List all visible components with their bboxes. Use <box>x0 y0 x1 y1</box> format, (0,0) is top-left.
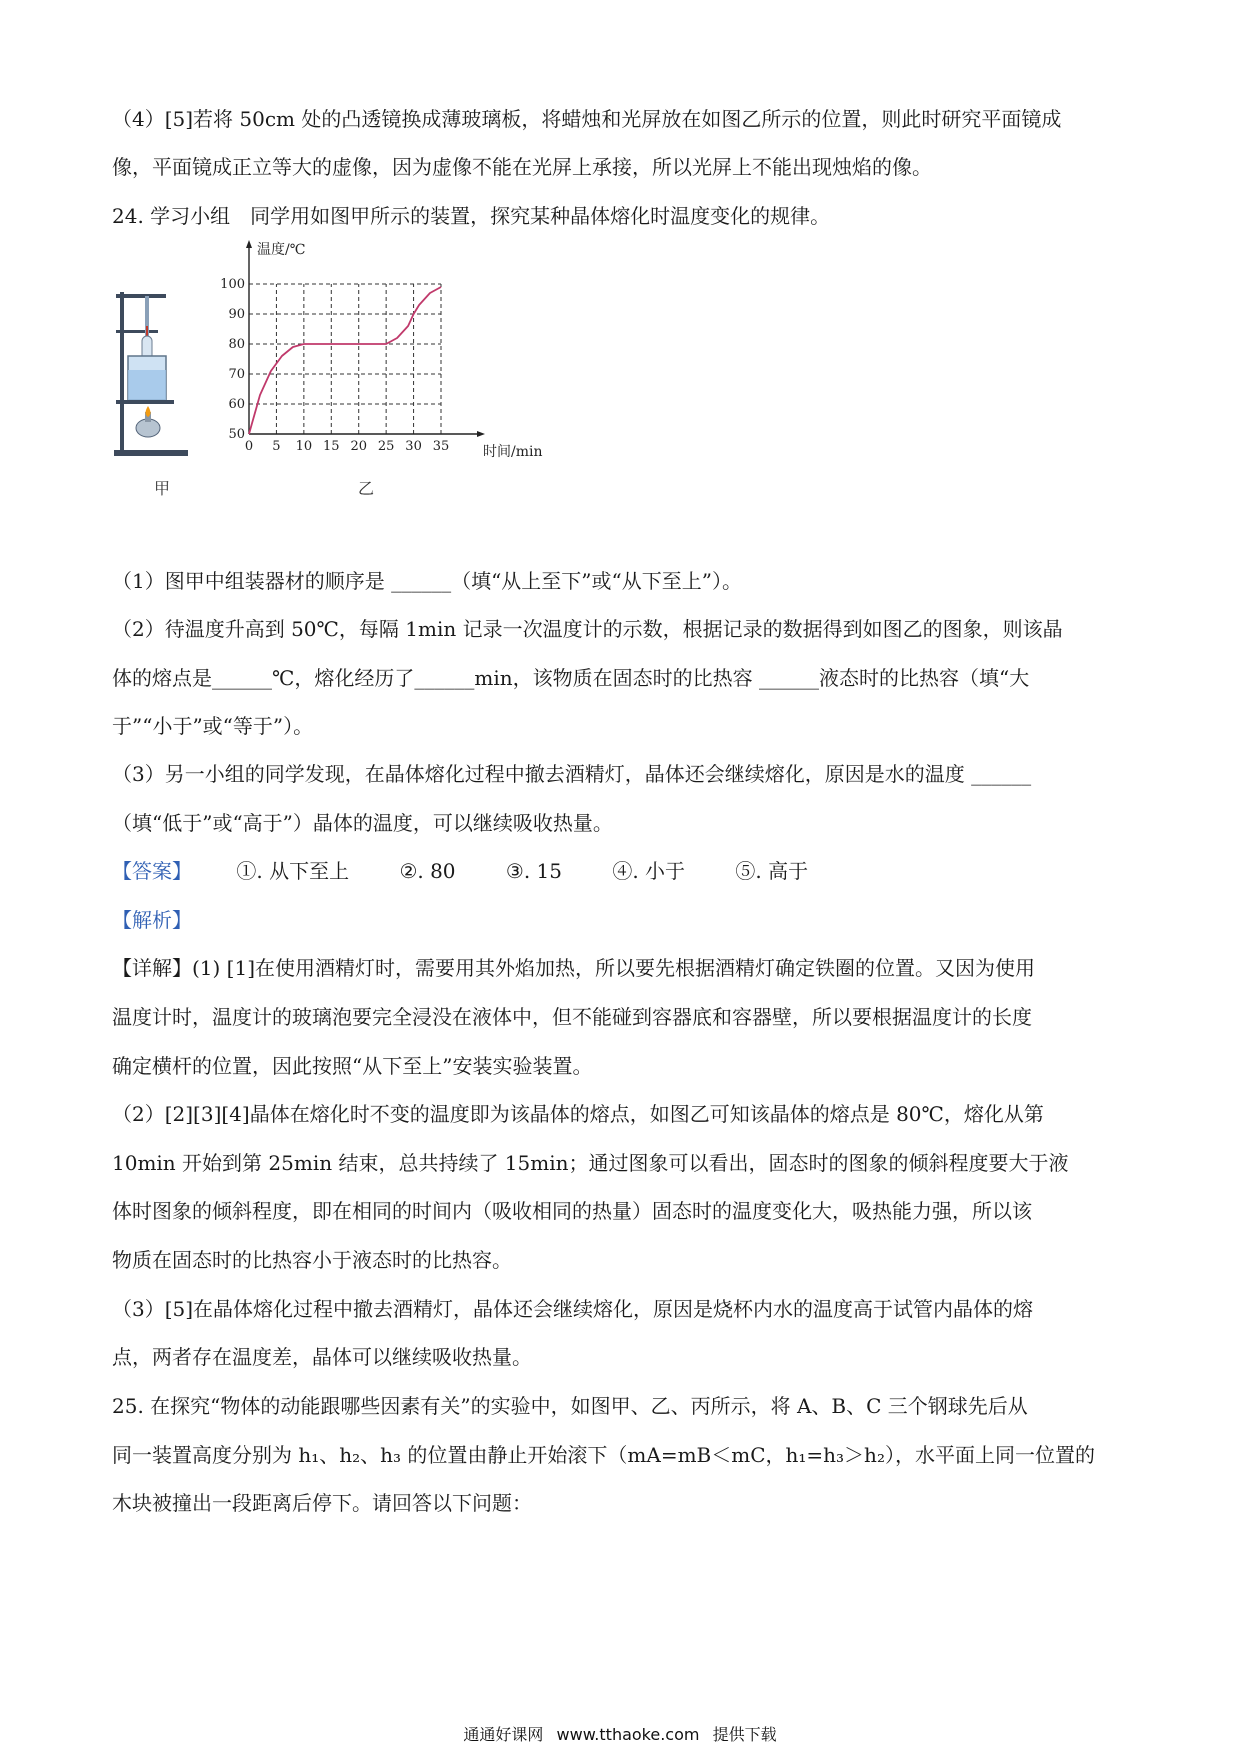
x-axis-arrow <box>477 431 485 437</box>
footer-site: 通通好课网 <box>463 1725 544 1744</box>
answer-row <box>112 857 808 885</box>
question-part-3b: （填“低于”或“高于”）晶体的温度，可以继续吸收热量。 <box>112 811 613 835</box>
x-tick-label: 35 <box>432 439 450 454</box>
y-tick-label: 50 <box>228 427 245 442</box>
answer-tag: 【答案】 <box>112 859 192 883</box>
footer-url[interactable]: www.tthaoke.com <box>556 1725 700 1744</box>
y-tick-label: 60 <box>228 397 245 412</box>
y-tick-label: 100 <box>220 277 245 292</box>
x-tick-label: 10 <box>295 439 313 454</box>
question-25-line-3: 木块被撞出一段距离后停下。请回答以下问题： <box>112 1491 532 1515</box>
question-part-2a: （2）待温度升高到 50℃，每隔 1min 记录一次温度计的示数，根据记录的数据得到如图乙的图象，则该晶 <box>112 617 1063 641</box>
explain-line-3: 确定横杆的位置，因此按照“从下至上”安装实验装置。 <box>112 1054 593 1078</box>
answer-item-5: ⑤. 高于 <box>735 859 809 883</box>
explain-line-7: 物质在固态时的比热容小于液态时的比热容。 <box>112 1248 512 1272</box>
question-25-line-2: 同一装置高度分别为 h₁、h₂、h₃ 的位置由静止开始滚下（mA=mB＜mC，h₁=h₃＞h₂），水平面上同一位置的 <box>112 1443 1095 1467</box>
explain-line-8: （3）[5]在晶体熔化过程中撤去酒精灯，晶体还会继续熔化，原因是烧杯内水的温度高于试管内晶体的熔 <box>112 1297 1034 1321</box>
x-axis-label: 时间/min <box>483 444 543 460</box>
explain-line-2: 温度计时，温度计的玻璃泡要完全浸没在液体中，但不能碰到容器底和容器壁，所以要根据温度计的长度 <box>112 1005 1032 1029</box>
text-line-1: （4）[5]若将 50cm 处的凸透镜换成薄玻璃板，将蜡烛和光屏放在如图乙所示的位置，则此时研究平面镜成 <box>112 107 1062 131</box>
explain-line-6: 体时图象的倾斜程度，即在相同的时间内（吸收相同的热量）固态时的温度变化大，吸热能力强，所以该 <box>112 1199 1032 1223</box>
figure-label-jia: 甲 <box>154 479 171 498</box>
answer-item-1: ①. 从下至上 <box>236 859 350 883</box>
explain-line-4: （2）[2][3][4]晶体在熔化时不变的温度即为该晶体的熔点，如图乙可知该晶体的熔点是 80℃，熔化从第 <box>112 1102 1044 1126</box>
question-24-stem: 24. 学习小组 同学用如图甲所示的装置，探究某种晶体熔化时温度变化的规律。 <box>112 204 831 228</box>
answer-item-2: ②. 80 <box>399 859 456 883</box>
page-footer <box>0 1722 1240 1745</box>
x-tick-label: 20 <box>350 439 367 454</box>
y-axis-label: 温度/℃ <box>257 242 306 258</box>
y-axis-arrow <box>246 240 252 248</box>
y-tick-label: 80 <box>228 337 245 352</box>
temperature-time-chart <box>215 238 543 460</box>
answer-item-3: ③. 15 <box>505 859 562 883</box>
y-tick-label: 70 <box>228 367 245 382</box>
question-25-line-1: 25. 在探究“物体的动能跟哪些因素有关”的实验中，如图甲、乙、丙所示，将 A、B、C 三个钢球先后从 <box>112 1394 1028 1418</box>
x-tick-label: 0 <box>244 439 254 454</box>
footer-suffix: 提供下载 <box>712 1725 777 1744</box>
x-tick-label: 15 <box>323 439 340 454</box>
answer-item-4: ④. 小于 <box>612 859 686 883</box>
text-line-2: 像，平面镜成正立等大的虚像，因为虚像不能在光屏上承接，所以光屏上不能出现烛焰的像。 <box>112 155 932 179</box>
y-tick-label: 90 <box>228 307 245 322</box>
apparatus-figure <box>112 286 192 458</box>
analysis-tag-text: 【解析】 <box>112 908 192 932</box>
x-tick-label: 30 <box>405 439 422 454</box>
x-tick-label: 5 <box>272 439 281 454</box>
question-part-1: （1）图甲中组装器材的顺序是 ______（填“从上至下”或“从下至上”）。 <box>112 569 742 593</box>
question-part-3a: （3）另一小组的同学发现，在晶体熔化过程中撤去酒精灯，晶体还会继续熔化，原因是水的温度 ______ <box>112 762 1032 786</box>
x-tick-label: 25 <box>377 439 395 454</box>
question-part-2b: 体的熔点是______℃，熔化经历了______min，该物质在固态时的比热容 ______液态时的比热容（填“大 <box>112 666 1030 690</box>
explain-line-9: 点，两者存在温度差，晶体可以继续吸收热量。 <box>112 1345 532 1369</box>
analysis-tag <box>112 906 192 934</box>
question-part-2c: 于”“小于”或“等于”）。 <box>112 714 314 738</box>
explain-line-1: 【详解】(1) [1]在使用酒精灯时，需要用其外焰加热，所以要先根据酒精灯确定铁圈的位置。又因为使用 <box>112 956 1036 980</box>
explain-line-5: 10min 开始到第 25min 结束，总共持续了 15min；通过图象可以看出，固态时的图象的倾斜程度要大于液 <box>112 1151 1069 1175</box>
series-line <box>249 287 441 434</box>
figure-label-yi: 乙 <box>358 479 375 498</box>
